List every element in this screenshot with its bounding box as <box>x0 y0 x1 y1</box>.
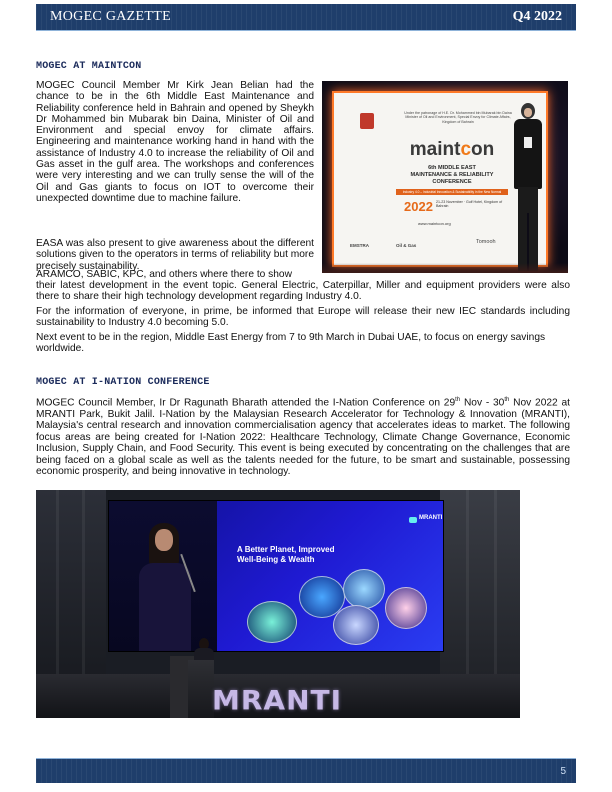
backdrop-conference-title <box>392 165 512 186</box>
backdrop-title-line2: MAINTENANCE & RELIABILITY CONFERENCE <box>410 172 494 185</box>
slide-bubble-image <box>247 601 297 643</box>
backdrop-dates: 21-23 November · Gulf Hotel, Kingdom of Bahrain <box>436 200 503 209</box>
sponsor-logo-2: Oil & Gas <box>396 243 417 248</box>
kingdom-emblem-icon <box>360 113 374 129</box>
maintcon-paragraph-1: MOGEC Council Member Mr Kirk Jean Belian had the chance to be in the 6th Middle East Maintenance and Reliability conference held in Bahrain and opened by Sheykh Dr Mohammed bin Mubarak bin Daina, Minister of Oil and Environment and special envoy for climate affairs. Engineering and maintenance working hand in hand with the assistance of Industry 4.0 to increase the reliability of Oil and Gas asset in the gulf area. The workshops and conferences were very interesting and we can trully sense the will of the Oil and Gas giants to focus on IOT to overcome their unexpected downtime due to machine failure. <box>36 80 314 204</box>
sponsor-logo-1: EMSTRA <box>350 243 369 248</box>
slide-bubble-image <box>343 569 385 609</box>
ordinal-suffix-1: th <box>455 397 461 403</box>
maintcon-paragraph-2: EASA was also present to give awareness about the different solutions given to the operators in terms of reliability but more precisely sustainability. <box>36 238 314 272</box>
ination-text-part2: Nov - 30 <box>460 397 505 409</box>
logo-prefix: maint <box>409 139 461 160</box>
presentation-screen <box>108 500 444 652</box>
ination-photo <box>36 490 520 718</box>
page-number: 5 <box>560 766 566 777</box>
figure-face <box>524 108 532 117</box>
council-member-figure <box>510 103 546 273</box>
section-heading-maintcon: MOGEC AT MAINTCON <box>36 61 142 72</box>
maintcon-paragraph-5: For the information of everyone, in prime, be informed that Europe will release their new IEC standards including sustainability to Industry 4.0 becoming 5.0. <box>36 306 570 329</box>
slide-title: A Better Planet, Improved Well-Being & Wealth <box>237 545 335 564</box>
maintcon-paragraph-6: Next event to be in the region, Middle East Energy from 7 to 9th March in Dubai UAE, to focus on energy savings worldwide. <box>36 332 546 355</box>
backdrop-subtitle: Industry 4.0 – Industrial Innovation & Sustainability in the New Normal <box>396 189 508 195</box>
organiser-logo: Tomooh <box>476 239 496 245</box>
figure-torso <box>514 119 542 189</box>
publication-title: MOGEC GAZETTE <box>50 9 171 24</box>
speaker-body <box>139 563 191 651</box>
stage-logo-sign: MRANTI <box>212 684 343 717</box>
ordinal-suffix-2: th <box>504 397 510 403</box>
screen-brand: MRANTI <box>419 515 443 521</box>
section-heading-ination: MOGEC AT I-NATION CONFERENCE <box>36 377 210 388</box>
maintcon-paragraph-3: ARAMCO, SABIC, KPC, and others where there to show <box>36 269 292 280</box>
maintcon-photo <box>322 81 568 273</box>
slide-bubble-image <box>385 587 427 629</box>
speaker-face <box>155 529 173 551</box>
ination-text-part1: MOGEC Council Member, Ir Dr Ragunath Bharath attended the I-Nation Conference on 29 <box>36 397 456 409</box>
logo-suffix: on <box>471 139 495 160</box>
backdrop-patron-text: Under the patronage of H.E. Dr. Mohammed bin Mubarak bin Daina Minister of Oil and Environment, Special Envoy for Climate Affairs, Kingdom of Bahrain <box>404 111 512 124</box>
maintcon-paragraph-4: their latest development in the event topic. General Electric, Caterpillar, Miller and equipment providers were also there to share their high technology development regarding Industry 4.0. <box>36 280 570 303</box>
backdrop-title-line1: 6th MIDDLE EAST <box>428 165 476 171</box>
backdrop-year: 2022 <box>404 199 433 214</box>
slide-bubble-image <box>333 605 379 645</box>
footer-bar <box>36 759 576 783</box>
ination-text-part3: Nov 2022 at MRANTI Park, Bukit Jalil. I-Nation by the Malaysian Research Accelerator for Technology & Innovation (MRANTI), Malaysia's central research and innovation commercialisation agency that accelerates ideas to market. The following focus areas are being created for I-Nation 2022: Healthcare Technology, Climate Change Governance, Economic Inclusion, Supply Chain, and Food Security. This event is being executed by concentrating on the challenges that are being faced on a global scale as well as the talents needed for the future, to be smart and sustainable, possessing economic prosperity, and being innovative in technology. <box>36 397 570 478</box>
issue-label: Q4 2022 <box>512 9 562 24</box>
podium <box>188 660 214 718</box>
header-rule <box>36 30 576 31</box>
backdrop-website: www.maintcon.org <box>418 221 451 226</box>
maintcon-logo <box>392 139 512 161</box>
lanyard-badge <box>524 137 532 148</box>
mranti-logo-icon <box>409 517 417 523</box>
ination-paragraph <box>36 395 570 478</box>
floor-glow <box>322 263 568 273</box>
speaker-video-feed <box>109 501 217 651</box>
logo-accent: c <box>460 139 472 160</box>
